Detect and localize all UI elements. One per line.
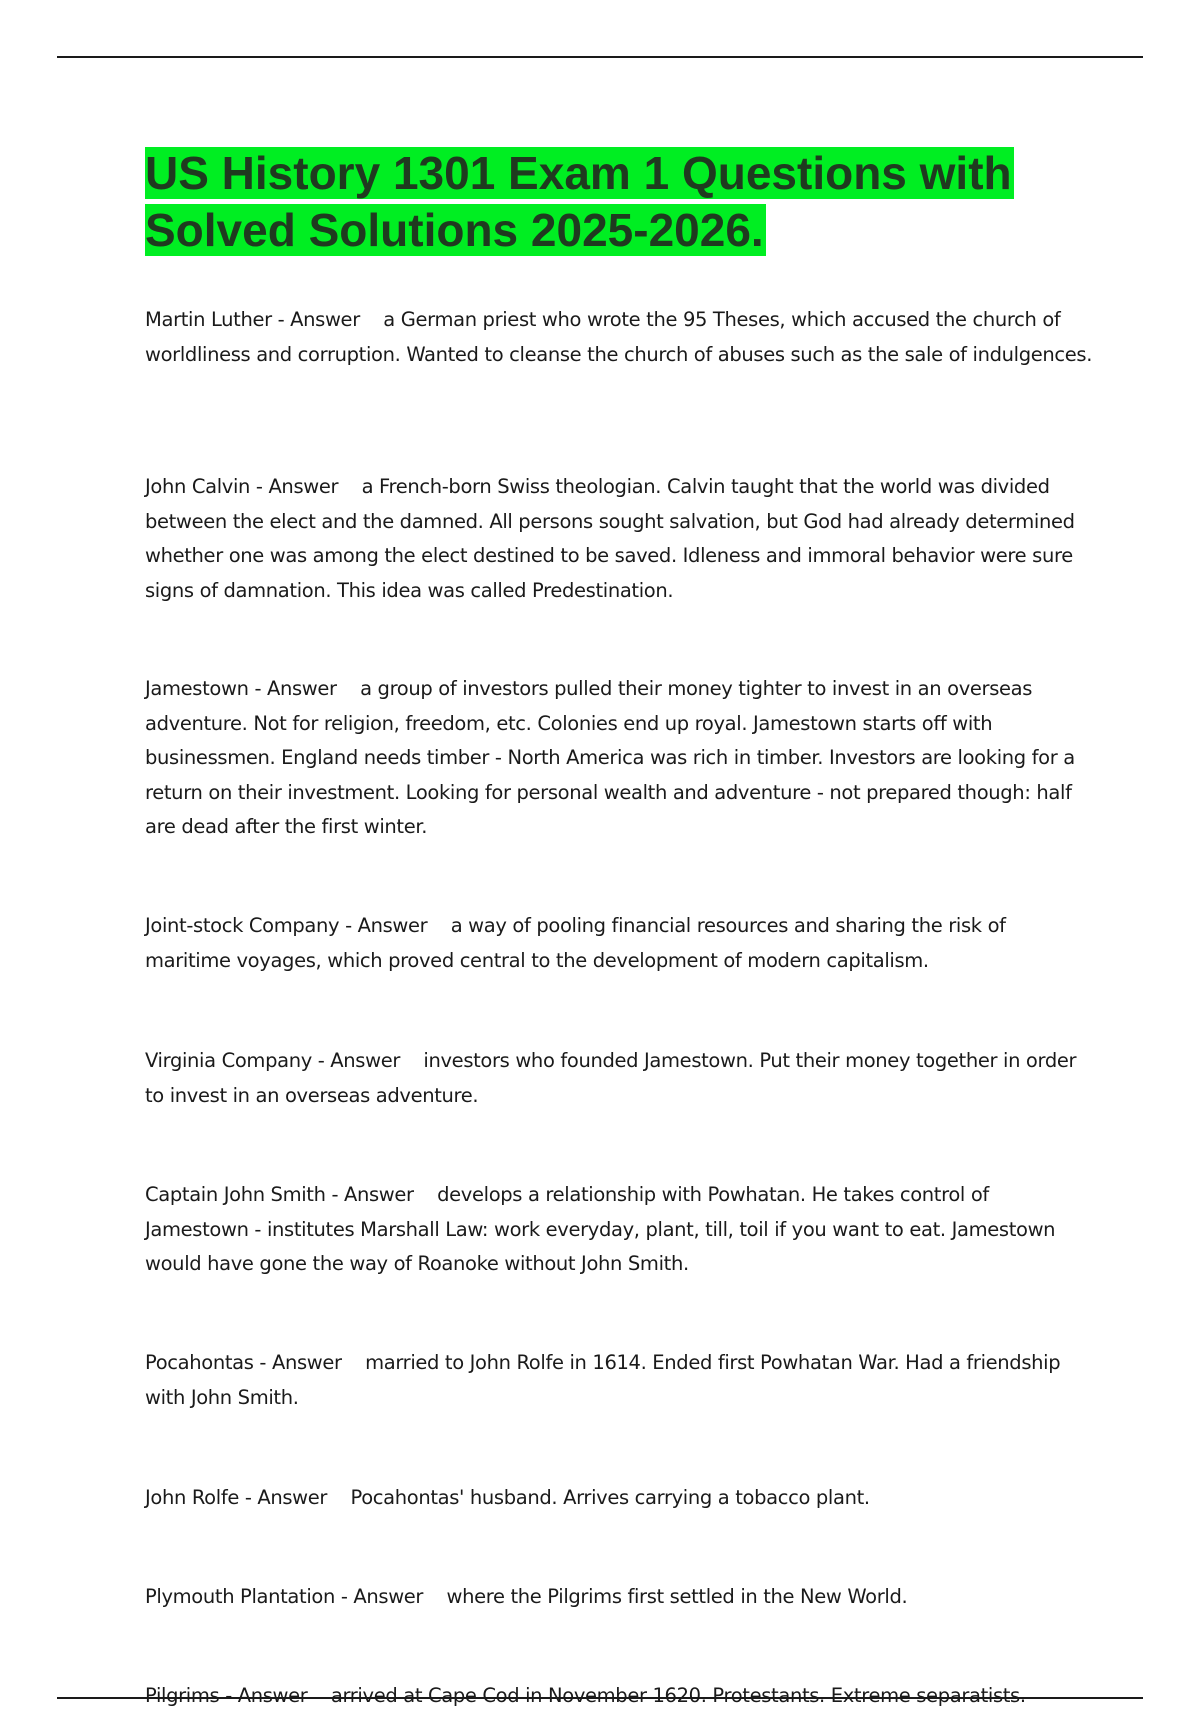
entry-term: Martin Luther: [145, 308, 272, 331]
entry-term: Joint-stock Company: [145, 914, 340, 937]
entry-term: John Calvin: [145, 475, 251, 498]
entry-separator: - Answer: [325, 1183, 438, 1206]
entry-term: Virginia Company: [145, 1049, 312, 1072]
entry-separator: - Answer: [248, 677, 361, 700]
entry-separator: - Answer: [335, 1585, 447, 1608]
entry-definition: where the Pilgrims first settled in the New World.: [446, 1585, 908, 1608]
entry-separator: - Answer: [253, 1351, 366, 1374]
entry-jamestown: [145, 672, 1095, 845]
entry-term: Pilgrims: [145, 1684, 220, 1707]
entry-term: Captain John Smith: [145, 1183, 326, 1206]
entry-separator: - Answer: [311, 1049, 424, 1072]
title-highlight: US History 1301 Exam 1 Questions with Solved Solutions 2025-2026.: [145, 147, 1012, 256]
entry-definition: a French-born Swiss theologian. Calvin taught that the world was divided between the elect and the damned. All persons sought salvation, but God had already determined whether one was among the elect destined to be saved. Idleness and immoral behavior were sure signs of damnation. This idea was called Predestination.: [145, 475, 1075, 602]
entry-definition: develops a relationship with Powhatan. He takes control of Jamestown - institutes Marshall Law: work everyday, plant, till, toil if you want to eat. Jamestown would have gone the way of Roanoke without John Smith.: [145, 1183, 1056, 1275]
entry-separator: - Answer: [271, 308, 384, 331]
entry-definition: Pocahontas' husband. Arrives carrying a tobacco plant.: [350, 1486, 870, 1509]
entry-martin-luther: [145, 303, 1095, 372]
entry-separator: - Answer: [250, 475, 362, 498]
entry-plymouth-plantation: [145, 1580, 1095, 1615]
entry-definition: married to John Rolfe in 1614. Ended first Powhatan War. Had a friendship with John Smith.: [145, 1351, 1061, 1409]
entry-definition: a group of investors pulled their money tighter to invest in an overseas adventure. Not for religion, freedom, etc. Colonies end up royal. Jamestown starts off with businessmen. England needs timber - North America was rich in timber. Investors are looking for a return on their investment. Looking for personal wealth and adventure - not prepared though: half are dead after the first winter.: [145, 677, 1075, 838]
entry-john-calvin: [145, 470, 1095, 608]
entry-definition: a way of pooling financial resources and sharing the risk of maritime voyages, which proved central to the development of modern capitalism.: [145, 914, 1006, 972]
entry-definition: a German priest who wrote the 95 Theses, which accused the church of worldliness and corruption. Wanted to cleanse the church of abuses such as the sale of indulgences.: [145, 308, 1093, 366]
entry-term: John Rolfe: [145, 1486, 239, 1509]
entry-definition: arrived at Cape Cod in November 1620. Protestants. Extreme separatists.: [330, 1684, 1026, 1707]
entry-term: Plymouth Plantation: [145, 1585, 335, 1608]
entry-virginia-company: [145, 1044, 1095, 1113]
entry-separator: - Answer: [339, 914, 451, 937]
entry-joint-stock-company: [145, 909, 1095, 978]
footer-rule: [57, 1697, 1143, 1699]
header-rule: [57, 56, 1143, 58]
entry-term: Jamestown: [145, 677, 249, 700]
entry-term: Pocahontas: [145, 1351, 254, 1374]
document-title: [145, 145, 1105, 259]
entry-separator: - Answer: [238, 1486, 351, 1509]
entry-separator: - Answer: [219, 1684, 331, 1707]
entry-john-rolfe: [145, 1481, 1095, 1516]
entry-captain-john-smith: [145, 1178, 1095, 1282]
entry-pocahontas: [145, 1346, 1095, 1415]
entry-definition: investors who founded Jamestown. Put their money together in order to invest in an overseas adventure.: [145, 1049, 1077, 1107]
